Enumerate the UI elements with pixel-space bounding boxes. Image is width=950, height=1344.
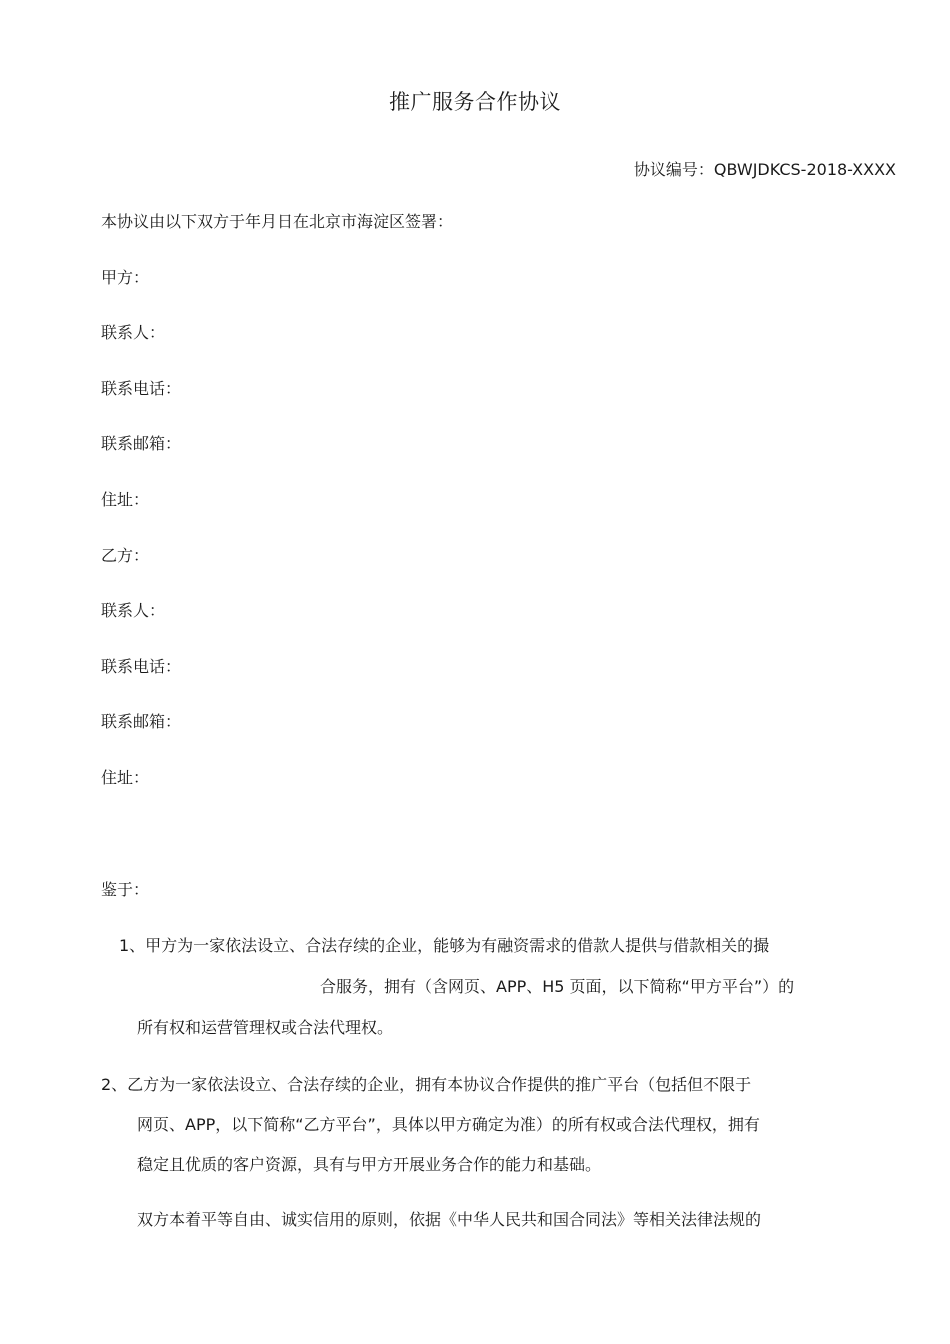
intro-text: 本协议由以下双方于年月日在北京市海淀区签署：: [101, 212, 454, 231]
clause-2-line-1: 2、乙方为一家依法设立、合法存续的企业，拥有本协议合作提供的推广平台（包括但不限于: [101, 1075, 752, 1094]
closing-paragraph: 双方本着平等自由、诚实信用的原则，依据《中华人民共和国合同法》等相关法律法规的: [137, 1210, 762, 1229]
party-a-email: 联系邮箱：: [101, 434, 182, 453]
party-a-address: 住址：: [101, 490, 150, 509]
party-a-contact: 联系人：: [101, 323, 166, 342]
party-a-label: 甲方：: [101, 268, 150, 287]
party-b-email: 联系邮箱：: [101, 712, 182, 731]
document-title: 推广服务合作协议: [389, 90, 561, 114]
clause-1-line-2: 合服务，拥有（含网页、APP、H5 页面，以下简称“甲方平台”）的: [320, 977, 795, 996]
clause-1-line-1: 1、甲方为一家依法设立、合法存续的企业，能够为有融资需求的借款人提供与借款相关的撮: [119, 936, 770, 955]
party-b-contact: 联系人：: [101, 601, 166, 620]
party-b-label: 乙方：: [101, 546, 150, 565]
whereas-heading: 鉴于：: [101, 880, 150, 899]
clause-2-line-2: 网页、APP，以下简称“乙方平台”，具体以甲方确定为准）的所有权或合法代理权，拥有: [137, 1115, 760, 1134]
agreement-number: 协议编号：QBWJDKCS-2018-XXXX: [633, 160, 896, 179]
clause-1-line-3: 所有权和运营管理权或合法代理权。: [137, 1018, 394, 1037]
party-a-phone: 联系电话：: [101, 379, 182, 398]
party-b-address: 住址：: [101, 768, 150, 787]
clause-2-line-3: 稳定且优质的客户资源，具有与甲方开展业务合作的能力和基础。: [137, 1155, 602, 1174]
party-b-phone: 联系电话：: [101, 657, 182, 676]
